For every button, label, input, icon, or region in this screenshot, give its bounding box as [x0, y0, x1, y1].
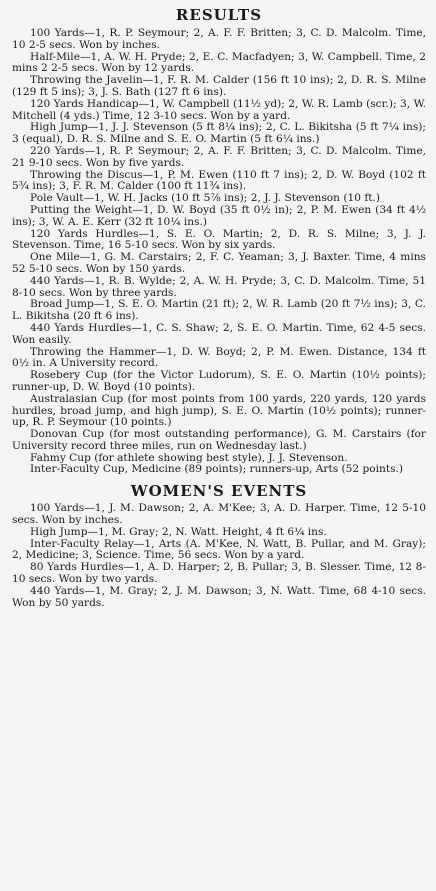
women-result-entry: 440 Yards—1, M. Gray; 2, J. M. Dawson; 3, N. Watt. Time, 68 4-10 secs. Won by 50 yards. [12, 584, 426, 609]
result-entry: Broad Jump—1, S. E. O. Martin (21 ft); 2, W. R. Lamb (20 ft 7½ ins); 3, C. L. Bikitsha (20 ft 6 ins). [12, 298, 426, 323]
women-result-entry: Inter-Faculty Relay—1, Arts (A. M'Kee, N. Watt, B. Pullar, and M. Gray); 2, Medicine; 3, Science. Time, 56 secs. Won by a yard. [12, 537, 426, 562]
result-entry: Rosebery Cup (for the Victor Ludorum), S. E. O. Martin (10½ points); runner-up, D. W. Boyd (10 points). [12, 369, 426, 393]
result-entry: 220 Yards—1, R. P. Seymour; 2, A. F. F. Britten; 3, C. D. Malcolm. Time, 21 9-10 secs. Won by five yards. [12, 144, 426, 169]
result-entry: Throwing the Discus—1, P. M. Ewen (110 ft 7 ins); 2, D. W. Boyd (102 ft 5¾ ins); 3, F. R. M. Calder (100 ft 11¾ ins). [12, 168, 426, 193]
result-entry: One Mile—1, G. M. Carstairs; 2, F. C. Yeaman; 3, J. Baxter. Time, 4 mins 52 5-10 secs. Won by 150 yards. [12, 251, 426, 275]
womens-events-heading: WOMEN'S EVENTS [130, 482, 308, 501]
result-entry: Donovan Cup (for most outstanding performance), G. M. Carstairs (for University record three miles, run on Wednesday last.) [12, 428, 426, 452]
result-entry: Fahmy Cup (for athlete showing best style), J. J. Stevenson. [30, 451, 348, 464]
result-entry: 440 Yards—1, R. B. Wylde; 2, A. W. H. Pryde; 3, C. D. Malcolm. Time, 51 8-10 secs. Won by three yards. [12, 274, 426, 299]
women-result-entry: High Jump—1, M. Gray; 2, N. Watt. Height, 4 ft 6¼ ins. [30, 525, 327, 538]
result-entry: 440 Yards Hurdles—1, C. S. Shaw; 2, S. E. O. Martin. Time, 62 4-5 secs. Won easily. [12, 321, 426, 346]
result-entry: High Jump—1, J. J. Stevenson (5 ft 8¼ ins); 2, C. L. Bikitsha (5 ft 7¼ ins); 3 (equal), D. R. S. Milne and S. E. O. Martin (5 ft 6¼ ins.) [12, 121, 426, 146]
result-entry: Half-Mile—1, A. W. H. Pryde; 2, E. C. Macfadyen; 3, W. Campbell. Time, 2 mins 2 2-5 secs. Won by 12 yards. [12, 50, 426, 75]
women-result-entry: 80 Yards Hurdles—1, A. D. Harper; 2, B. Pullar; 3, B. Slesser. Time, 12 8-10 secs. Won by two yards. [12, 561, 426, 586]
result-entry: 100 Yards—1, R. P. Seymour; 2, A. F. F. Britten; 3, C. D. Malcolm. Time, 10 2-5 secs. Won by inches. [12, 27, 426, 51]
results-list [12, 28, 426, 476]
result-entry: Inter-Faculty Cup, Medicine (89 points); runners-up, Arts (52 points.) [30, 463, 404, 476]
result-entry: Throwing the Javelin—1, F. R. M. Calder (156 ft 10 ins); 2, D. R. S. Milne (129 ft 5 ins); 3, J. S. Bath (127 ft 6 ins). [12, 74, 426, 98]
result-entry: 120 Yards Handicap—1, W. Campbell (11½ yd); 2, W. R. Lamb (scr.); 3, W. Mitchell (4 yds.) Time, 12 3-10 secs. Won by a yard. [12, 97, 426, 122]
result-entry: Australasian Cup (for most points from 100 yards, 220 yards, 120 yards hurdles, broad jump, and high jump), S. E. O. Martin (10½ points); runner-up, R. P. Seymour (10 points.) [12, 392, 426, 429]
womens-events-list [12, 503, 426, 609]
result-entry: Putting the Weight—1, D. W. Boyd (35 ft 0½ in); 2, P. M. Ewen (34 ft 4½ ins); 3, W. A. E. Kerr (32 ft 10¼ ins.) [12, 203, 426, 228]
result-entry: 120 Yards Hurdles—1, S. E. O. Martin; 2, D. R. S. Milne; 3, J. J. Stevenson. Time, 16 5-10 secs. Won by six yards. [12, 227, 426, 252]
results-heading: RESULTS [175, 6, 263, 24]
result-entry: Throwing the Hammer—1, D. W. Boyd; 2, P. M. Ewen. Distance, 134 ft 0½ in. A University record. [12, 345, 426, 370]
women-result-entry: 100 Yards—1, J. M. Dawson; 2, A. M'Kee; 3, A. D. Harper. Time, 12 5-10 secs. Won by inches. [12, 502, 426, 527]
result-entry: Pole Vault—1, W. H. Jacks (10 ft 5⅞ ins); 2, J. J. Stevenson (10 ft.) [30, 192, 381, 205]
